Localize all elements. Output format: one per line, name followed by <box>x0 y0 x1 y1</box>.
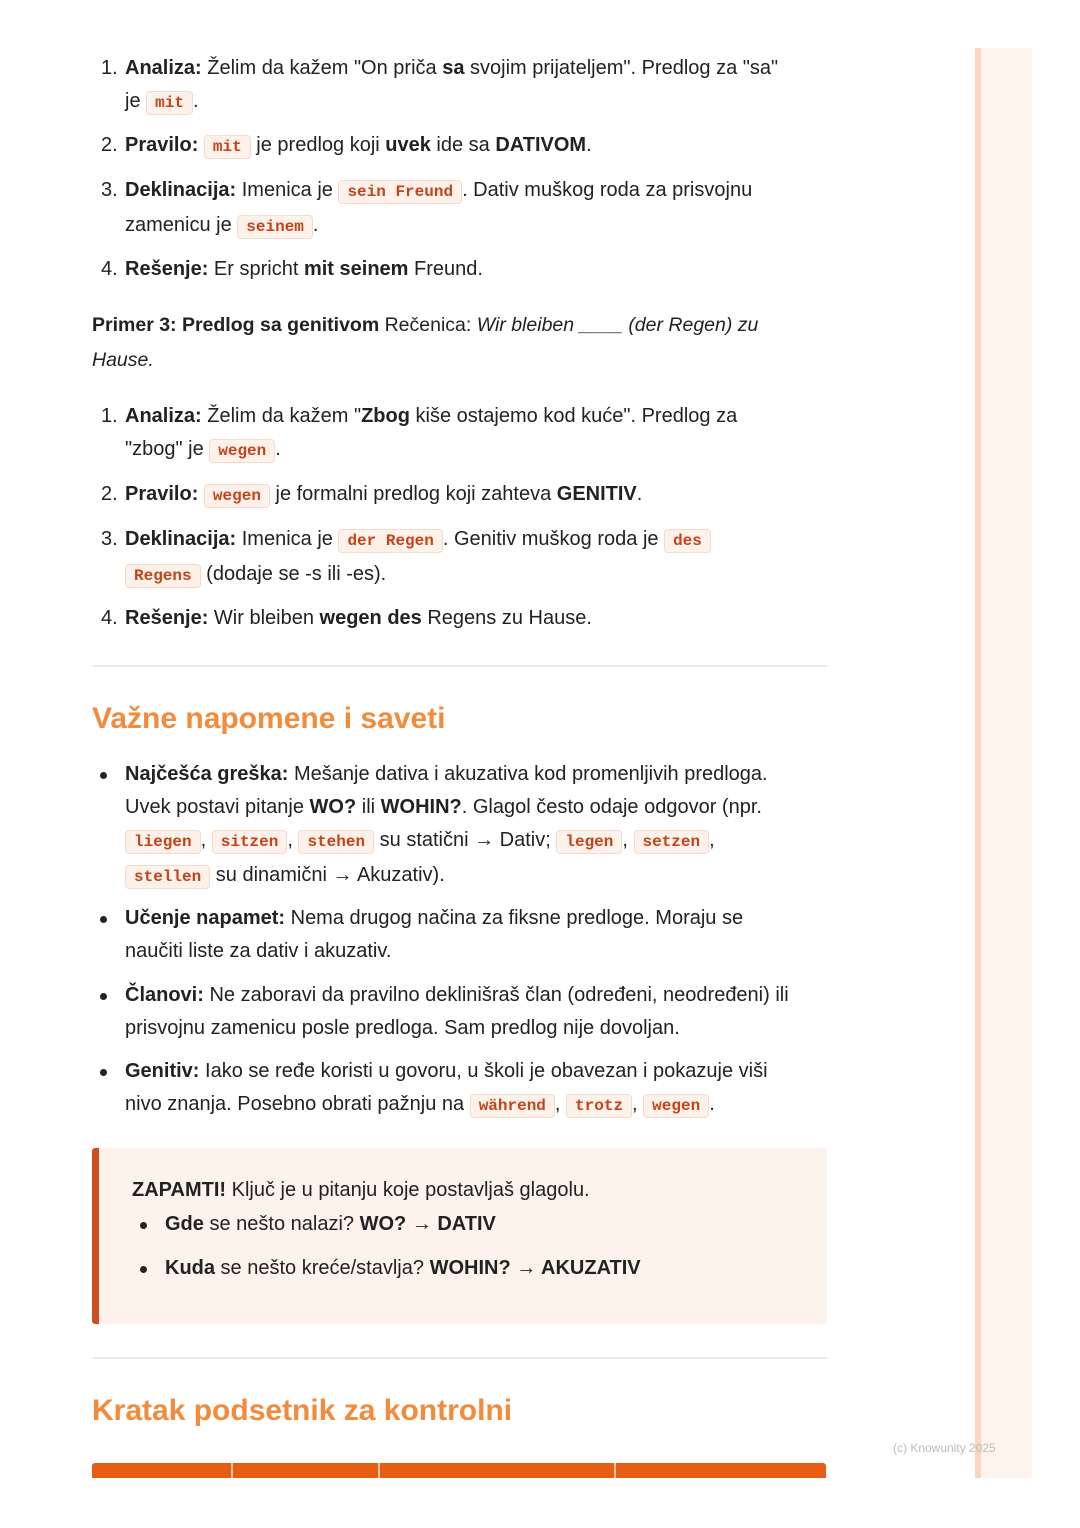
item-label: Analiza: <box>125 405 202 427</box>
section-heading: Važne napomene i saveti <box>92 702 446 735</box>
code-snippet: stehen <box>298 830 374 854</box>
code-snippet: mit <box>204 135 251 159</box>
item-label: Analiza: <box>125 57 202 79</box>
bullet-dot <box>100 1069 107 1076</box>
item-label: Rešenje: <box>125 258 209 280</box>
list-item: Kuda se nešto kreće/stavlja? WOHIN? → AKUZATIV <box>132 1252 812 1285</box>
code-snippet: wegen <box>204 484 270 508</box>
example-label: Primer 3: Predlog sa genitivom <box>92 314 380 336</box>
code-snippet: legen <box>556 830 622 854</box>
item-label: Genitiv: <box>125 1060 200 1082</box>
list-item: 4. Rešenje: Wir bleiben wegen des Regens zu Hause. <box>101 607 592 629</box>
bullet-dot <box>140 1222 147 1229</box>
code-snippet: sein Freund <box>338 180 462 204</box>
bullet-dot <box>140 1266 147 1273</box>
side-accent-line <box>975 48 981 1478</box>
bullet-dot <box>100 772 107 779</box>
item-label: Najčešća greška: <box>125 763 289 785</box>
item-label: Deklinacija: <box>125 528 237 550</box>
code-snippet: seinem <box>237 215 313 239</box>
side-panel <box>975 48 1032 1478</box>
divider <box>92 1357 828 1359</box>
document-page: (c) Knowunity 2025 1. Analiza: Želim da kažem "On priča sa svojim prijateljem". Predlog za "sa" je mit . 2. Pravilo: mit je predlog koji uvek ide sa DATIVOM. 3. Deklinacija: Imenica je sein Freund . Dativ muškog roda za prisvojnu zamenicu je seinem . 4. Rešenje: Er spricht mit seinem Freund. Primer 3: Predlog sa genitivom Rečenica: Wir bleiben ____ (der Regen) zu Hause. 1. Analiza: Želim da kažem "Zbog kiše ostajemo kod kuće". Predlog za "zbog" je wegen . 2. Pravilo: wegen je formalni predlog koji zahteva GENITIV. 3. Deklinacija: Imenica je der Regen . Genitiv muškog roda je des Regens (dodaje se -s ili -es). 4. Rešenje: Wir bleiben wegen des Regens zu Hause. Važne napomene i saveti Najčešća greška: Mešanje dativa i akuzativa kod promenljivih predloga. Uvek postavi pitanje WO? ili WOHIN?. Glagol često odaje odgovor (npr. liegen , sitzen , stehen su statični → Dativ; legen , setzen , stellen su dinamični → Akuzativ). Učenje napamet: Nema drugog načina za fiksne predloge. Moraju se naučiti liste za dativ i akuzativ. Članovi: Ne zaboravi da pravilno deklinišraš član (određeni, neodređeni) ili prisvojnu zamenicu posle predloga. Sam predlog nije dovoljan. Genitiv: Iako se ređe koristi u govoru, u školi je obavezan i pokazuje viši nivo znanja. Posebno obrati pažnju na während , trotz , wegen . ZAPAMTI! Ključ je u pitanju koje postavljaš glagolu. Gde se nešto nalazi? WO? → DATIV Kuda se nešto kreće/stavlja? WOHIN? → AKUZATIV Kratak podsetnik za kontrolni <box>0 0 1080 1528</box>
code-snippet: wegen <box>209 439 275 463</box>
code-snippet: Regens <box>125 564 201 588</box>
code-snippet: trotz <box>566 1094 632 1118</box>
item-label: Pravilo: <box>125 134 199 156</box>
example-paragraph: Primer 3: Predlog sa genitivom Rečenica: Wir bleiben ____ (der Regen) zu Hause. <box>92 314 759 371</box>
list-item: 4. Rešenje: Er spricht mit seinem Freund. <box>101 258 483 280</box>
table-column-divider <box>231 1463 233 1478</box>
code-snippet: während <box>470 1094 555 1118</box>
item-label: Pravilo: <box>125 483 199 505</box>
list-item: Gde se nešto nalazi? WO? → DATIV <box>132 1208 812 1241</box>
callout-box: ZAPAMTI! Ključ je u pitanju koje postavljaš glagolu. Gde se nešto nalazi? WO? → DATIV Kuda se nešto kreće/stavlja? WOHIN? → AKUZATIV <box>92 1148 827 1324</box>
code-snippet: wegen <box>643 1094 709 1118</box>
list-item: 3. Deklinacija: Imenica je sein Freund . Dativ muškog roda za prisvojnu zamenicu je seinem . <box>125 174 825 244</box>
code-snippet: liegen <box>125 830 201 854</box>
code-snippet: mit <box>146 91 193 115</box>
item-label: Deklinacija: <box>125 179 237 201</box>
table-header <box>92 1463 826 1478</box>
list-item: 1. Analiza: Želim da kažem "Zbog kiše ostajemo kod kuće". Predlog za "zbog" je wegen . <box>125 400 825 468</box>
list-item: 3. Deklinacija: Imenica je der Regen . Genitiv muškog roda je des Regens (dodaje se -s ili -es). <box>125 523 825 593</box>
list-item: 2. Pravilo: mit je predlog koji uvek ide sa DATIVOM. <box>125 129 825 164</box>
section-heading: Kratak podsetnik za kontrolni <box>92 1394 513 1427</box>
code-snippet: des <box>664 529 711 553</box>
callout-label: ZAPAMTI! <box>132 1179 227 1201</box>
code-snippet: sitzen <box>212 830 288 854</box>
code-snippet: der Regen <box>338 529 442 553</box>
bullet-dot <box>100 916 107 923</box>
code-snippet: stellen <box>125 865 210 889</box>
item-label: Članovi: <box>125 984 204 1006</box>
list-item: 1. Analiza: Želim da kažem "On priča sa svojim prijateljem". Predlog za "sa" je mit . <box>125 52 825 120</box>
list-item: 2. Pravilo: wegen je formalni predlog koji zahteva GENITIV. <box>125 478 825 513</box>
code-snippet: setzen <box>634 830 710 854</box>
copyright-notice: (c) Knowunity 2025 <box>893 1441 996 1455</box>
table-column-divider <box>378 1463 380 1478</box>
table-column-divider <box>614 1463 616 1478</box>
divider <box>92 665 828 667</box>
item-label: Učenje napamet: <box>125 907 286 929</box>
item-label: Rešenje: <box>125 607 209 629</box>
bullet-dot <box>100 993 107 1000</box>
